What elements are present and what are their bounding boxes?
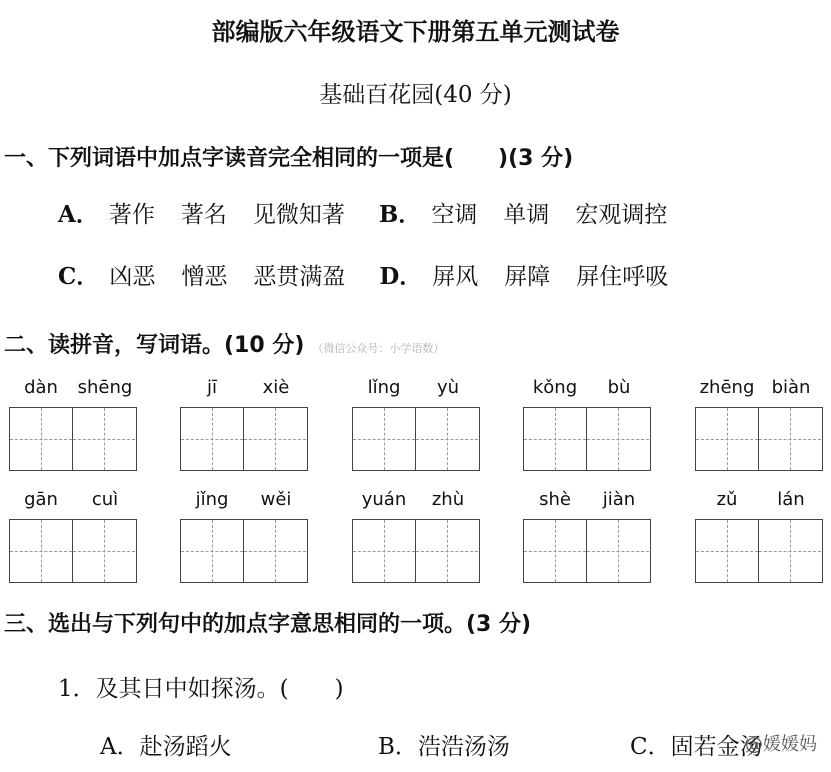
- pinyin-box-4: [523, 377, 651, 471]
- question-2-prompt: 二、读拼音，写词语。(10 分): [4, 333, 305, 358]
- writing-cell[interactable]: [73, 408, 135, 470]
- wechat-note: （微信公众号：小学语数）: [312, 342, 445, 355]
- writing-cell[interactable]: [244, 408, 306, 470]
- q3-option-b: B．浩浩汤汤: [378, 734, 510, 760]
- pinyin-box-5: [695, 377, 823, 471]
- writing-cell[interactable]: [587, 520, 649, 582]
- writing-cell[interactable]: [353, 520, 416, 582]
- pinyin-box-2: [180, 377, 308, 471]
- writing-cell[interactable]: [244, 520, 306, 582]
- option-c-label: C．: [58, 263, 100, 290]
- pinyin-box-6: [9, 489, 137, 583]
- option-d-word-1: 屏风: [432, 264, 479, 290]
- pinyin: gān: [24, 489, 58, 510]
- pinyin: zǔ: [716, 489, 738, 510]
- writing-cell[interactable]: [10, 520, 73, 582]
- writing-cell[interactable]: [524, 408, 587, 470]
- option-b-label: B．: [378, 201, 422, 228]
- pinyin: xiè: [262, 377, 290, 398]
- q1-row-cd: [58, 258, 694, 291]
- watermark: @媛媛妈: [745, 734, 817, 755]
- option-d-word-2: 屏障: [504, 264, 551, 290]
- writing-cell[interactable]: [759, 520, 821, 582]
- writing-cell[interactable]: [759, 408, 821, 470]
- pinyin: cuì: [91, 489, 119, 510]
- section-subtitle: 基础百花园(40 分): [319, 82, 512, 108]
- option-d-word-3: 屏住呼吸: [576, 264, 669, 290]
- pinyin: kǒng: [532, 377, 578, 398]
- question-2-header: [4, 328, 444, 359]
- page-title: 部编版六年级语文下册第五单元测试卷: [211, 18, 620, 46]
- question-1-prompt: 一、下列词语中加点字读音完全相同的一项是( )(3 分): [4, 146, 574, 171]
- pinyin-box-9: [523, 489, 651, 583]
- writing-cell[interactable]: [181, 520, 244, 582]
- option-b-word-1: 空调: [431, 202, 478, 228]
- pinyin: jiàn: [602, 489, 636, 510]
- pinyin: shēng: [77, 377, 133, 398]
- option-c-word-2: 憎恶: [181, 264, 228, 290]
- pinyin: zhēng: [699, 377, 755, 398]
- q3-option-c: C．固若金汤: [630, 734, 763, 760]
- pinyin: dàn: [24, 377, 58, 398]
- writing-cell[interactable]: [587, 408, 649, 470]
- pinyin: lǐng: [367, 377, 401, 398]
- option-a-label: A．: [58, 201, 99, 228]
- pinyin: biàn: [771, 377, 811, 398]
- writing-cell[interactable]: [416, 520, 478, 582]
- pinyin-box-8: [352, 489, 480, 583]
- pinyin-box-10: [695, 489, 823, 583]
- q3-option-a: A．赴汤蹈火: [100, 734, 232, 760]
- pinyin: yuán: [361, 489, 407, 510]
- q3-sentence: 1．及其日中如探汤。( ): [58, 676, 344, 702]
- question-3-prompt: 三、选出与下列句中的加点字意思相同的一项。(3 分): [4, 612, 532, 637]
- pinyin: yù: [436, 377, 460, 398]
- writing-cell[interactable]: [10, 408, 73, 470]
- pinyin: bù: [607, 377, 631, 398]
- writing-cell[interactable]: [353, 408, 416, 470]
- option-a-word-2: 著名: [180, 202, 227, 228]
- option-a-word-1: 著作: [108, 202, 155, 228]
- writing-cell[interactable]: [524, 520, 587, 582]
- pinyin-box-1: [9, 377, 137, 471]
- option-b-word-3: 宏观调控: [575, 202, 668, 228]
- pinyin: shè: [539, 489, 571, 510]
- pinyin: jī: [206, 377, 217, 398]
- option-c-word-1: 凶恶: [109, 264, 156, 290]
- option-d-label: D．: [379, 263, 423, 290]
- writing-cell[interactable]: [73, 520, 135, 582]
- pinyin: lán: [777, 489, 805, 510]
- pinyin: wěi: [260, 489, 292, 510]
- writing-cell[interactable]: [181, 408, 244, 470]
- pinyin: zhù: [431, 489, 465, 510]
- option-b-word-2: 单调: [503, 202, 550, 228]
- pinyin: jǐng: [195, 489, 229, 510]
- pinyin-box-7: [180, 489, 308, 583]
- writing-cell[interactable]: [696, 408, 759, 470]
- option-c-word-3: 恶贯满盈: [253, 264, 346, 290]
- writing-cell[interactable]: [696, 520, 759, 582]
- pinyin-box-3: [352, 377, 480, 471]
- q1-row-ab: [58, 196, 693, 229]
- writing-cell[interactable]: [416, 408, 478, 470]
- option-a-word-3: 见微知著: [252, 202, 345, 228]
